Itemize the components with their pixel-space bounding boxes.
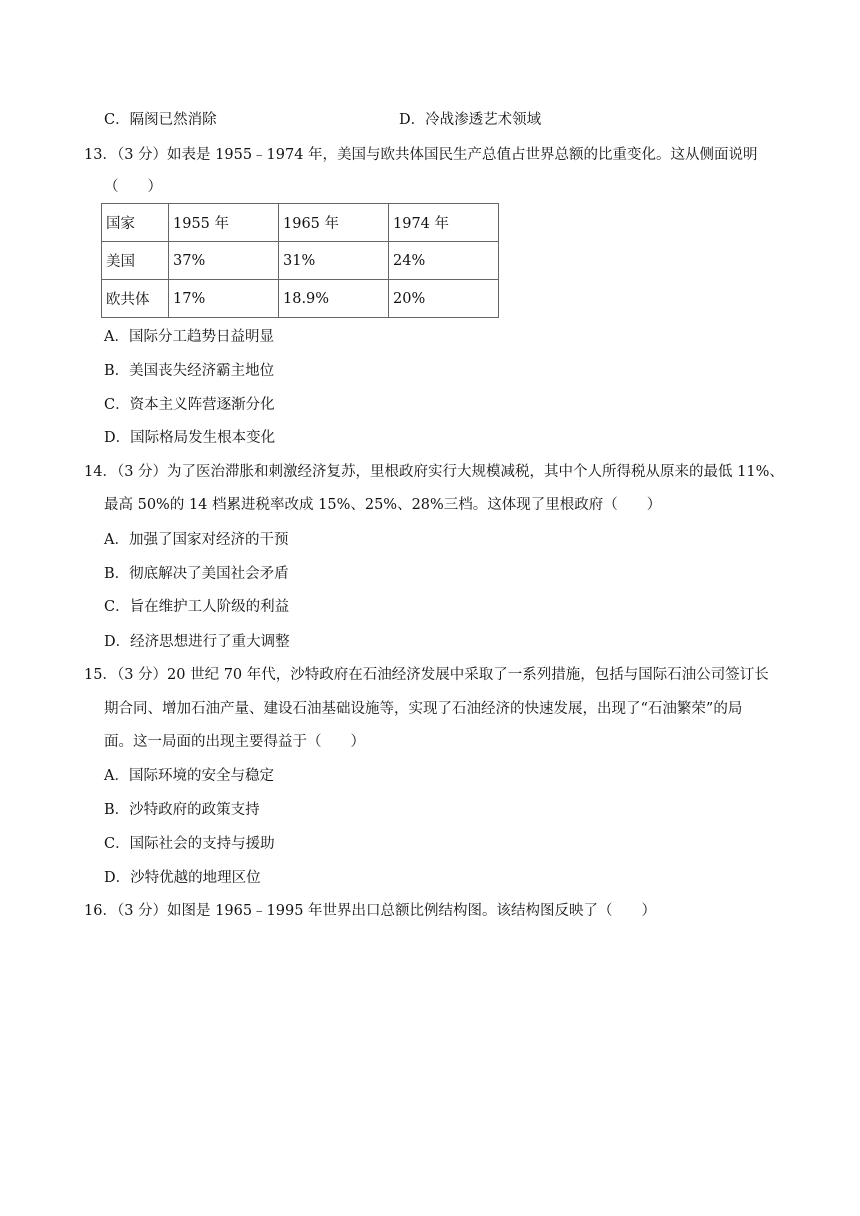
q12-option-d: D．冷战渗透艺术领域 — [399, 112, 542, 128]
table-cell: 欧共体 — [102, 280, 169, 318]
table-header-cell: 1974 年 — [389, 204, 499, 242]
table-header-cell: 1965 年 — [279, 204, 389, 242]
q14-option-a: A．加强了国家对经济的干预 — [104, 532, 289, 548]
q15-option-c: C．国际社会的支持与援助 — [104, 836, 275, 852]
table-cell: 24% — [389, 242, 499, 280]
table-row — [102, 242, 499, 280]
q14-stem-cont: 最高 50%的 14 档累进税率改成 15%、25%、28%三档。这体现了里根政府（ ） — [104, 497, 662, 513]
q13-option-b: B．美国丧失经济霸主地位 — [104, 363, 275, 379]
table-row — [102, 280, 499, 318]
table-header-cell: 1955 年 — [169, 204, 279, 242]
table-header-row — [102, 204, 499, 242]
table-cell: 美国 — [102, 242, 169, 280]
q13-stem-blank: （ ） — [104, 179, 162, 195]
table-cell: 18.9% — [279, 280, 389, 318]
q15-option-d: D．沙特优越的地理区位 — [104, 870, 261, 886]
q14-option-d: D．经济思想进行了重大调整 — [104, 634, 290, 650]
q13-data-table — [101, 203, 499, 318]
table-cell: 20% — [389, 280, 499, 318]
table-cell: 31% — [279, 242, 389, 280]
q14-stem: 14．（3 分）为了医治滞胀和刺激经济复苏，里根政府实行大规模减税，其中个人所得税从原来的最低 11%、 — [84, 464, 784, 480]
q15-option-b: B．沙特政府的政策支持 — [104, 802, 260, 818]
q12-option-c: C．隔阂已然消除 — [104, 112, 217, 128]
q15-stem: 15．（3 分）20 世纪 70 年代，沙特政府在石油经济发展中采取了一系列措施，包括与国际石油公司签订长 — [84, 667, 769, 683]
table-header-cell: 国家 — [102, 204, 169, 242]
q13-stem: 13．（3 分）如表是 1955﹣1974 年，美国与欧共体国民生产总值占世界总额的比重变化。这从侧面说明 — [84, 147, 758, 163]
q14-option-b: B．彻底解决了美国社会矛盾 — [104, 566, 289, 582]
q13-option-d: D．国际格局发生根本变化 — [104, 430, 276, 446]
q14-option-c: C．旨在维护工人阶级的利益 — [104, 599, 290, 615]
q13-option-c: C．资本主义阵营逐渐分化 — [104, 397, 275, 413]
table-cell: 37% — [169, 242, 279, 280]
table-cell: 17% — [169, 280, 279, 318]
q15-stem-cont2: 面。这一局面的出现主要得益于（ ） — [104, 734, 365, 750]
q13-option-a: A．国际分工趋势日益明显 — [104, 329, 274, 345]
q16-stem: 16．（3 分）如图是 1965﹣1995 年世界出口总额比例结构图。该结构图反映了（ ） — [84, 903, 657, 919]
q15-stem-cont: 期合同、增加石油产量、建设石油基础设施等，实现了石油经济的快速发展，出现了“石油繁荣”的局 — [104, 701, 743, 717]
q15-option-a: A．国际环境的安全与稳定 — [104, 768, 274, 784]
